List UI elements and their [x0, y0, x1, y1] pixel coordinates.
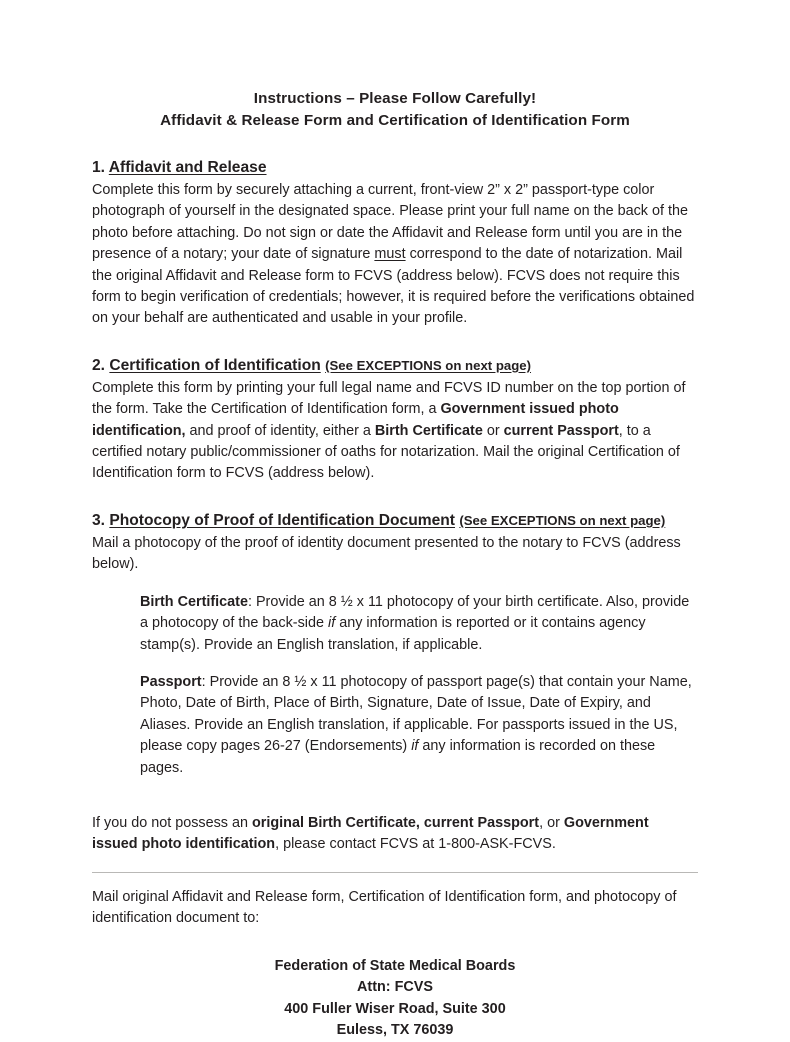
- section-1-number: 1.: [92, 159, 106, 176]
- section-2-text-b: and proof of identity, either a: [185, 422, 375, 439]
- section-2-text-d: , to a certified notary public/commissioner of oaths for notarization. Mail the original Certification of Identification form to FCVS (address below).: [92, 422, 680, 482]
- mailing-address-block: [92, 956, 698, 1042]
- section-2-heading: [92, 356, 698, 376]
- spacer-before-notice: [92, 779, 698, 805]
- document-title-line-1: Instructions – Please Follow Carefully!: [253, 90, 537, 107]
- address-line-attn: Attn: FCVS: [357, 979, 433, 996]
- section-2-title: Certification of Identification: [109, 356, 321, 374]
- section-2-number: 2.: [92, 356, 106, 374]
- section-2-bold-current-passport: current Passport: [503, 422, 619, 439]
- contact-notice-bold-documents: original Birth Certificate, current Passport: [252, 814, 540, 831]
- section-2-text-c: or: [482, 422, 504, 439]
- detail-passport-paragraph: [140, 672, 700, 779]
- section-2-paragraph: [92, 378, 698, 485]
- section-3-heading: [92, 511, 698, 531]
- document-title: [92, 88, 698, 132]
- contact-notice-bold-government-id: Government issued photo identification: [92, 814, 649, 853]
- spacer-before-details: [92, 576, 698, 592]
- document-content: [92, 88, 698, 1042]
- detail-birth-certificate-paragraph: [140, 592, 700, 656]
- detail-birth-certificate-text-b: any information is reported or it contains agency stamp(s). Provide an English translation, if applicable.: [140, 615, 646, 653]
- section-1-emphasis-must: must: [374, 246, 406, 263]
- detail-passport: [140, 672, 700, 779]
- contact-notice-text-c: , please contact FCVS at 1-800-ASK-FCVS.: [275, 836, 556, 853]
- detail-passport-italic-if: if: [411, 738, 419, 755]
- section-2-bold-government-id: Government issued photo identification,: [92, 401, 619, 439]
- section-1-title: Affidavit and Release: [108, 159, 267, 176]
- mailing-instruction: Mail original Affidavit and Release form, Certification of Identification form, and photocopy of identification document to:: [92, 888, 677, 927]
- detail-birth-certificate: [140, 592, 700, 656]
- spacer-before-notice-extra: [92, 805, 698, 813]
- section-3-number: 3.: [92, 511, 106, 529]
- section-3-exceptions-note: (See EXCEPTIONS on next page): [459, 512, 666, 528]
- section-2-bold-birth-certificate: Birth Certificate: [374, 422, 483, 439]
- section-2-exceptions-note: (See EXCEPTIONS on next page): [325, 357, 532, 373]
- detail-passport-text-b: any information is recorded on these pages.: [140, 738, 656, 776]
- document-title-line-2: Affidavit & Release Form and Certification of Identification Form: [160, 112, 630, 129]
- section-1-text-b: correspond to the date of notarization. Mail the original Affidavit and Release form to FCVS (address below). FCVS does not require this form to begin verification of credentials; however, it is required before the verifications obtained on your behalf are authenticated and usable in your profile.: [92, 246, 695, 327]
- section-1-paragraph: [92, 180, 698, 330]
- detail-birth-certificate-italic-if: if: [328, 615, 336, 632]
- section-1-heading: [92, 158, 698, 178]
- contact-notice-text-a: If you do not possess an: [92, 814, 252, 831]
- detail-birth-certificate-label: Birth Certificate: [140, 593, 248, 610]
- section-3-title: Photocopy of Proof of Identification Document: [109, 511, 456, 529]
- address-line-city-state-zip: Euless, TX 76039: [336, 1022, 454, 1039]
- detail-birth-certificate-text-a: : Provide an 8 ½ x 11 photocopy of your birth certificate. Also, provide a photocopy of the back-side: [140, 593, 690, 632]
- detail-passport-label: Passport: [140, 673, 202, 690]
- address-line-organization: Federation of State Medical Boards: [274, 957, 516, 974]
- address-line-street: 400 Fuller Wiser Road, Suite 300: [284, 1000, 506, 1017]
- section-divider: [92, 872, 698, 873]
- spacer-between-details: [92, 656, 698, 672]
- section-1-text-a: Complete this form by securely attaching a current, front-view 2” x 2” passport-type color photograph of yourself in the designated space. Please print your full name on the back of the photo before attaching. Do not sign or date the Affidavit and Release form until you are in the presence of a notary; your date of signature: [92, 182, 688, 263]
- contact-notice-text-b: , or: [539, 814, 564, 831]
- section-2-text-a: Complete this form by printing your full legal name and FCVS ID number on the top portion of the form. Take the Certification of Identification form, a: [92, 379, 686, 418]
- section-3-paragraph: Mail a photocopy of the proof of identity document presented to the notary to FCVS (address below).: [92, 534, 681, 573]
- contact-notice-paragraph: [92, 813, 698, 856]
- detail-passport-text-a: : Provide an 8 ½ x 11 photocopy of passport page(s) that contain your Name, Photo, Date of Birth, Place of Birth, Signature, Date of Issue, Date of Expiry, and Aliases. Provide an English translation, if applicable. For passports issued in the US, please copy pages 26-27 (Endorsements): [140, 673, 692, 755]
